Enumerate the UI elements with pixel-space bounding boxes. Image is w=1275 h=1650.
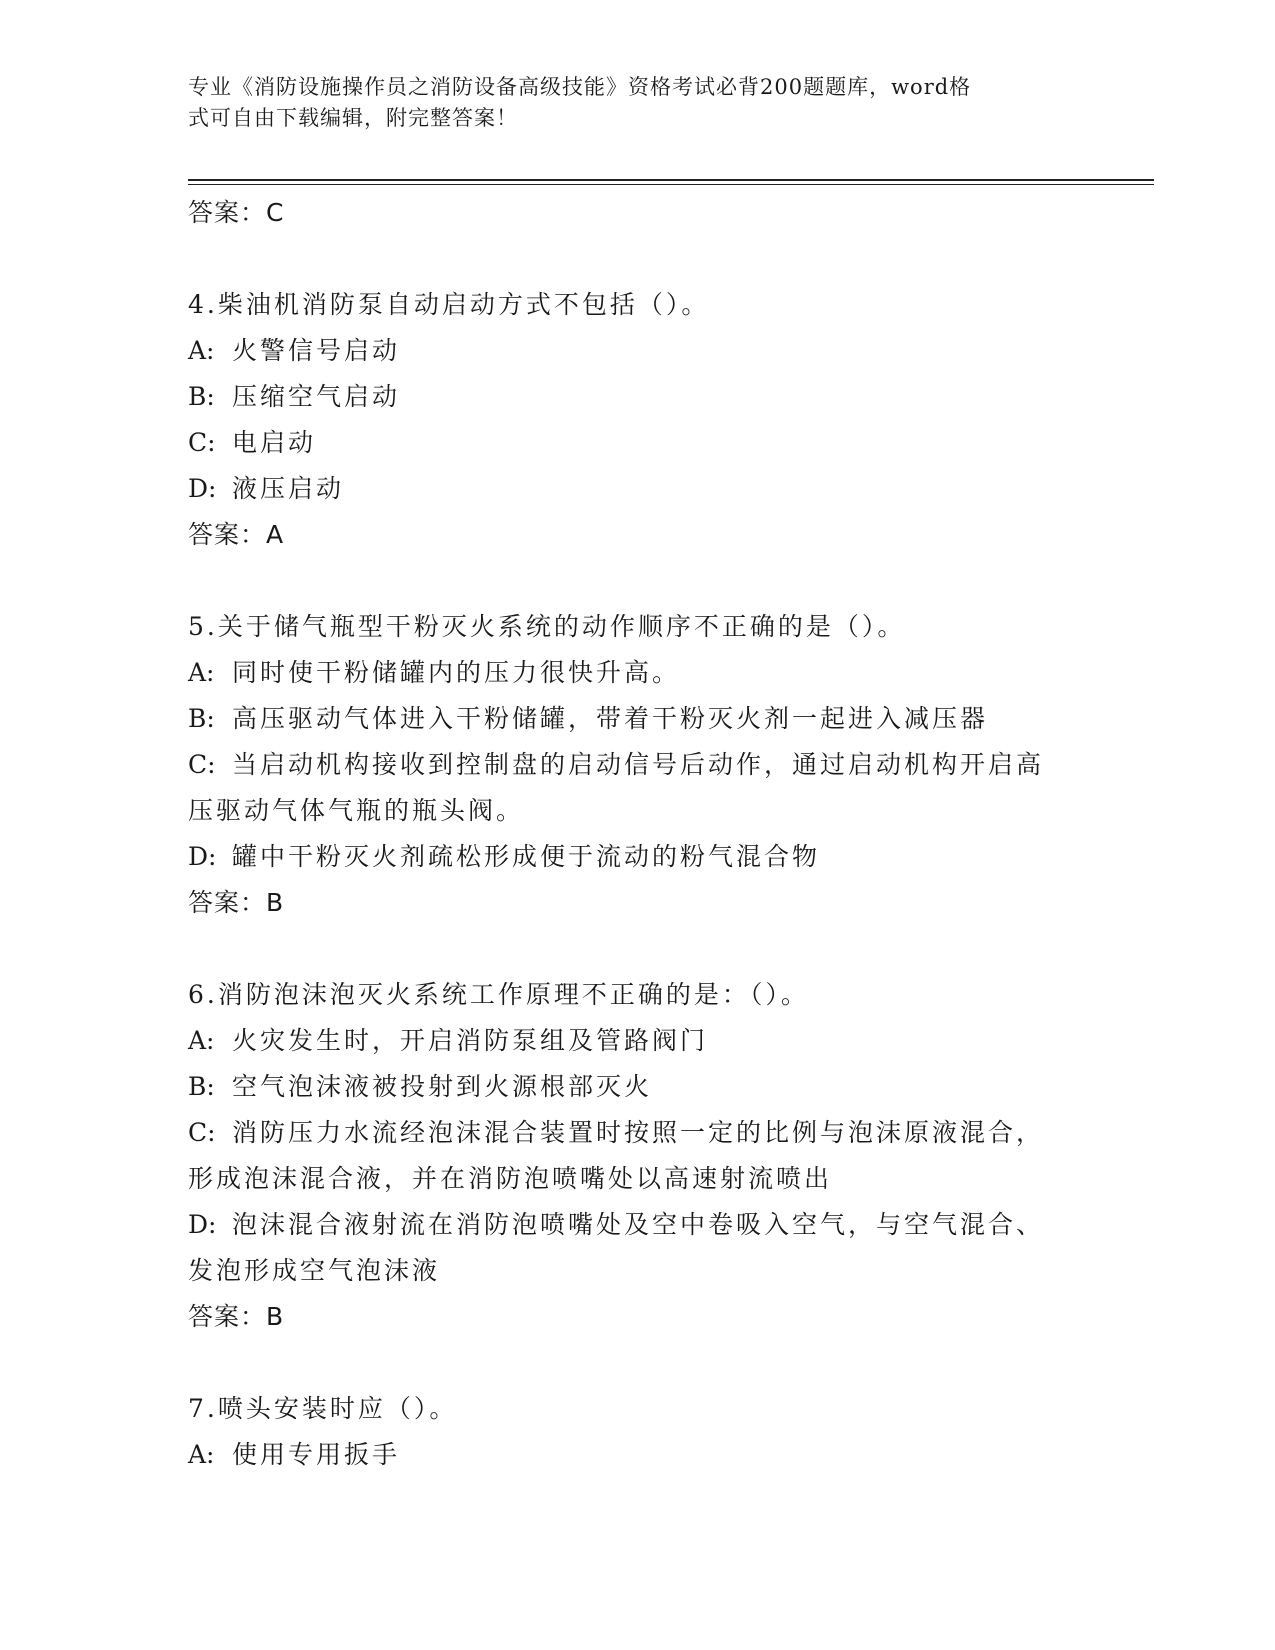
option-text: 火警信号启动 [232,336,401,365]
question-stem: 4.柴油机消防泵自动启动方式不包括（）。 [188,290,710,319]
header-rule-thick [188,179,1154,181]
option-c [188,742,1088,788]
option-text: 使用专用扳手 [232,1440,401,1469]
question-block [188,604,1088,926]
answer-text: 答案：B [188,888,285,917]
header-rule-thin [188,184,1154,185]
question-stem: 5.关于储气瓶型干粉灭火系统的动作顺序不正确的是（）。 [188,612,906,641]
option-label: B: [188,382,215,411]
option-d [188,834,1088,880]
document-header [188,72,1068,134]
option-c [188,420,1088,466]
spacer [188,236,1088,282]
option-label: A: [188,1440,215,1469]
option-text: 罐中干粉灭火剂疏松形成便于流动的粉气混合物 [232,842,821,871]
option-text: 同时使干粉储罐内的压力很快升高。 [232,658,681,687]
option-label: A: [188,336,215,365]
option-text: 电启动 [232,428,317,457]
option-label: C: [188,750,216,779]
option-label: D: [188,1210,217,1239]
question-stem: 6.消防泡沫泡灭火系统工作原理不正确的是：（）。 [188,980,809,1009]
question-stem: 7.喷头安装时应（）。 [188,1394,458,1423]
option-b [188,1064,1088,1110]
option-label: B: [188,704,215,733]
question-block [188,282,1088,558]
option-label: C: [188,1118,216,1147]
answer-text: 答案：C [188,198,285,227]
option-text: 火灾发生时，开启消防泵组及管路阀门 [232,1026,709,1055]
option-a [188,328,1088,374]
option-c [188,1110,1088,1156]
option-b [188,374,1088,420]
option-label: C: [188,428,216,457]
spacer [188,926,1088,972]
option-text: 高压驱动气体进入干粉储罐，带着干粉灭火剂一起进入减压器 [232,704,989,733]
header-line-2: 式可自由下载编辑，附完整答案！ [188,106,518,130]
option-a [188,650,1088,696]
spacer [188,558,1088,604]
option-a [188,1018,1088,1064]
option-label: B: [188,1072,215,1101]
option-text: 当启动机构接收到控制盘的启动信号后动作，通过启动机构开启高 [232,750,1045,779]
header-line-1: 专业《消防设施操作员之消防设备高级技能》资格考试必背200题题库，word格 [188,75,972,99]
option-text: 液压启动 [232,474,345,503]
option-label: A: [188,1026,215,1055]
option-d [188,1202,1088,1248]
question-list [188,190,1088,1478]
option-text: 消防压力水流经泡沫混合装置时按照一定的比例与泡沫原液混合， [232,1118,1045,1147]
option-label: D: [188,842,217,871]
option-b [188,696,1088,742]
question-block [188,972,1088,1340]
option-label: A: [188,658,215,687]
option-d-continued: 发泡形成空气泡沫液 [188,1256,441,1285]
answer-text: 答案：B [188,1302,285,1331]
option-label: D: [188,474,217,503]
spacer [188,1340,1088,1386]
option-text: 压缩空气启动 [232,382,401,411]
option-text: 泡沫混合液射流在消防泡喷嘴处及空中卷吸入空气，与空气混合、 [232,1210,1045,1239]
option-c-continued: 压驱动气体气瓶的瓶头阀。 [188,796,525,825]
option-a [188,1432,1088,1478]
option-d [188,466,1088,512]
option-c-continued: 形成泡沫混合液，并在消防泡喷嘴处以高速射流喷出 [188,1164,833,1193]
option-text: 空气泡沫液被投射到火源根部灭火 [232,1072,653,1101]
answer-text: 答案：A [188,520,285,549]
question-block [188,1386,1088,1478]
